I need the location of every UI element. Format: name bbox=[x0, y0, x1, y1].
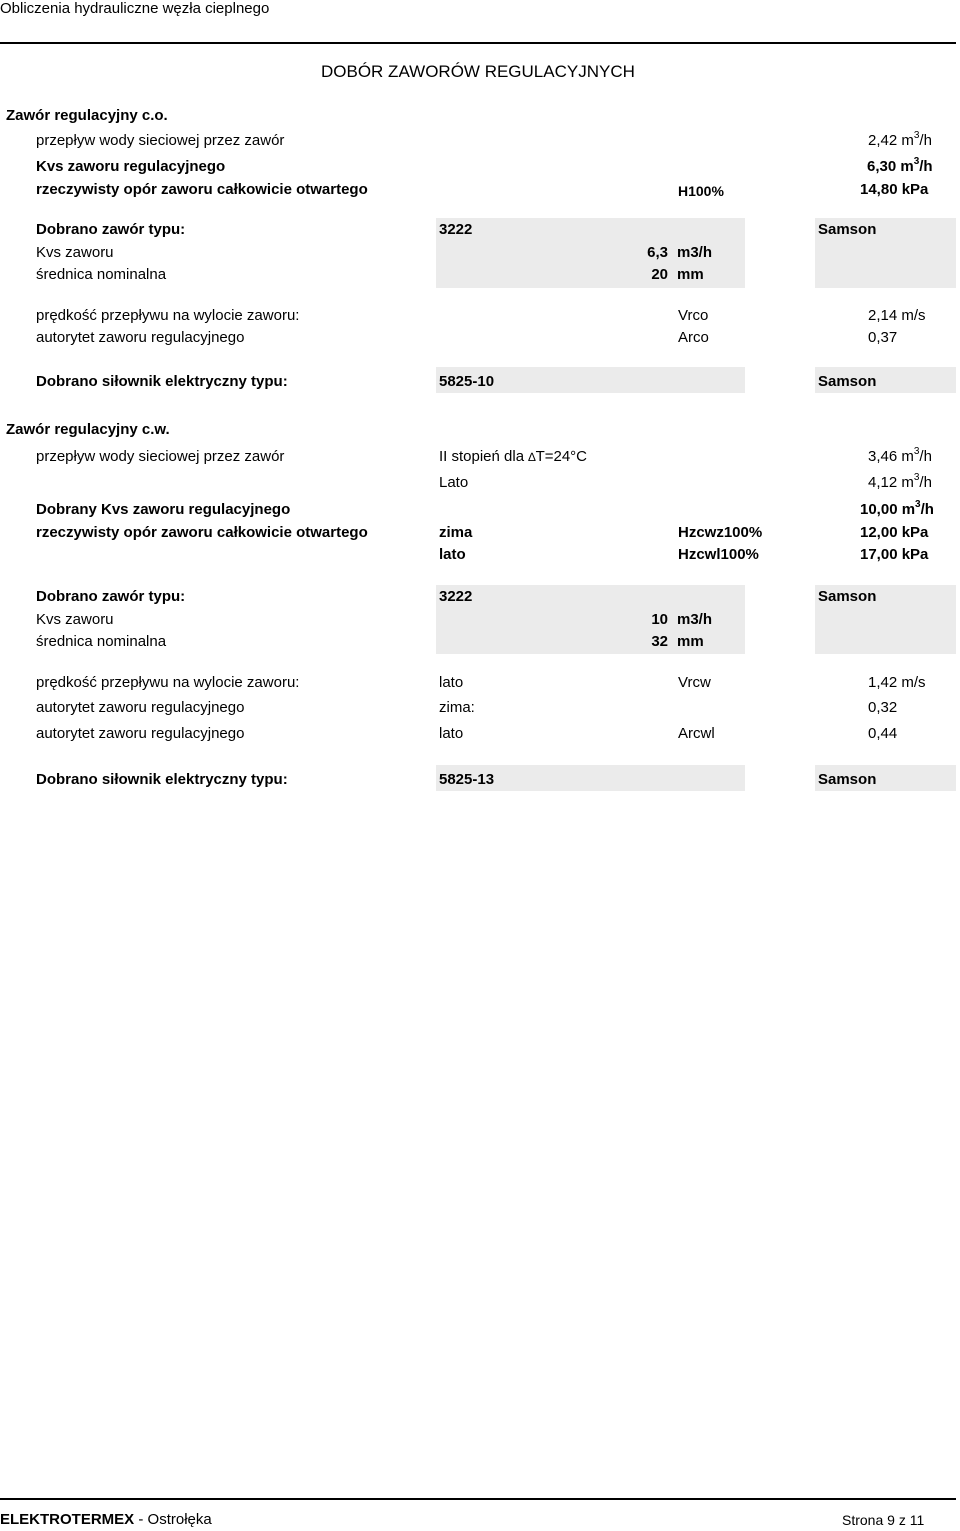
cw-kvs-value: 10,00 $m^3/h$ bbox=[860, 499, 934, 518]
cw-resist-symbol2: Hzcwl100% bbox=[678, 546, 759, 563]
co-resist-value: 14,80 kPa bbox=[860, 181, 929, 198]
co-valve-type: 3222 bbox=[439, 221, 473, 238]
cw-valve-maker: Samson bbox=[818, 588, 877, 605]
cw-resist-value1: 12,00 kPa bbox=[860, 524, 929, 541]
cw-actuator-type: 5825-13 bbox=[439, 771, 495, 788]
co-valve-label: Dobrano zawór typu: bbox=[36, 221, 186, 238]
footer-company: ELEKTROTERMEX - Ostrołęka bbox=[0, 1511, 212, 1528]
cw-auth1-value: 0,32 bbox=[868, 699, 898, 716]
cw-resist-cond2: lato bbox=[439, 546, 466, 563]
cw-valve-kvs-unit: m3/h bbox=[677, 611, 713, 628]
co-valve-kvs-unit: m3/h bbox=[677, 244, 713, 261]
co-valve-maker: Samson bbox=[818, 221, 877, 238]
cw-flow-value2: 4,12 $m^3/h$ bbox=[868, 472, 932, 491]
cw-flow-label: przepływ wody sieciowej przez zawór bbox=[36, 448, 285, 465]
co-kvs-value: 6,30 $m^3/h$ bbox=[867, 156, 933, 175]
cw-flow-value1: 3,46 $m^3/h$ bbox=[868, 446, 932, 465]
co-auth-label: autorytet zaworu regulacyjnego bbox=[36, 329, 245, 346]
cw-valve-kvs-label: Kvs zaworu bbox=[36, 611, 114, 628]
cw-speed-value: 1,42 m/s bbox=[868, 674, 926, 691]
cw-kvs-label: Dobrany Kvs zaworu regulacyjnego bbox=[36, 501, 291, 518]
cw-resist-label: rzeczywisty opór zaworu całkowicie otwartego bbox=[36, 524, 368, 541]
cw-actuator-maker: Samson bbox=[818, 771, 877, 788]
co-speed-value: 2,14 m/s bbox=[868, 307, 926, 324]
cw-valve-dn-unit: mm bbox=[677, 633, 704, 650]
co-flow-label: przepływ wody sieciowej przez zawór bbox=[36, 132, 285, 149]
cw-speed-symbol: Vrcw bbox=[678, 674, 711, 691]
co-speed-symbol: Vrco bbox=[678, 307, 709, 324]
co-valve-dn-value: 20 bbox=[651, 266, 668, 283]
page-title: DOBÓR ZAWORÓW REGULACYJNYCH bbox=[321, 62, 635, 81]
co-actuator-type: 5825-10 bbox=[439, 373, 495, 390]
cw-valve-label: Dobrano zawór typu: bbox=[36, 588, 186, 605]
header-rule bbox=[0, 42, 956, 44]
co-flow-value: 2,42 $m^3/h$ bbox=[868, 130, 932, 149]
co-resist-symbol: H100% bbox=[678, 183, 724, 199]
cw-auth2-label: autorytet zaworu regulacyjnego bbox=[36, 725, 245, 742]
co-auth-symbol: Arco bbox=[678, 329, 709, 346]
cw-resist-value2: 17,00 kPa bbox=[860, 546, 929, 563]
co-valve-dn-unit: mm bbox=[677, 266, 704, 283]
delta-symbol: ∆ bbox=[528, 450, 536, 464]
cw-flow-cond1: II stopień dla ∆T=24°C bbox=[439, 448, 588, 465]
co-resist-label: rzeczywisty opór zaworu całkowicie otwartego bbox=[36, 181, 368, 198]
co-actuator-label: Dobrano siłownik elektryczny typu: bbox=[36, 373, 288, 390]
cw-actuator-label: Dobrano siłownik elektryczny typu: bbox=[36, 771, 288, 788]
cw-auth2-value: 0,44 bbox=[868, 725, 898, 742]
cw-valve-dn-label: średnica nominalna bbox=[36, 633, 167, 650]
cw-valve-dn-value: 32 bbox=[651, 633, 668, 650]
co-kvs-label: Kvs zaworu regulacyjnego bbox=[36, 158, 226, 175]
co-actuator-maker: Samson bbox=[818, 373, 877, 390]
footer-page-number: Strona 9 z 11 bbox=[842, 1512, 925, 1528]
cw-resist-symbol1: Hzcwz100% bbox=[678, 524, 763, 541]
cw-speed-cond: lato bbox=[439, 674, 464, 691]
co-auth-value: 0,37 bbox=[868, 329, 898, 346]
cw-auth1-cond: zima: bbox=[439, 699, 475, 716]
cw-valve-type: 3222 bbox=[439, 588, 473, 605]
cw-flow-cond2: Lato bbox=[439, 474, 469, 491]
co-speed-label: prędkość przepływu na wylocie zaworu: bbox=[36, 307, 300, 324]
cw-resist-cond1: zima bbox=[439, 524, 473, 541]
cw-valve-kvs-value: 10 bbox=[651, 611, 668, 628]
cw-auth2-symbol: Arcwl bbox=[678, 725, 715, 742]
cw-heading: Zawór regulacyjny c.w. bbox=[6, 421, 170, 438]
footer-rule bbox=[0, 1498, 956, 1500]
page-header: Obliczenia hydrauliczne węzła cieplnego bbox=[0, 0, 270, 17]
co-valve-kvs-label: Kvs zaworu bbox=[36, 244, 114, 261]
co-heading: Zawór regulacyjny c.o. bbox=[6, 107, 168, 124]
cw-auth1-label: autorytet zaworu regulacyjnego bbox=[36, 699, 245, 716]
co-valve-kvs-value: 6,3 bbox=[647, 244, 668, 261]
co-valve-dn-label: średnica nominalna bbox=[36, 266, 167, 283]
cw-auth2-cond: lato bbox=[439, 725, 464, 742]
cw-speed-label: prędkość przepływu na wylocie zaworu: bbox=[36, 674, 300, 691]
